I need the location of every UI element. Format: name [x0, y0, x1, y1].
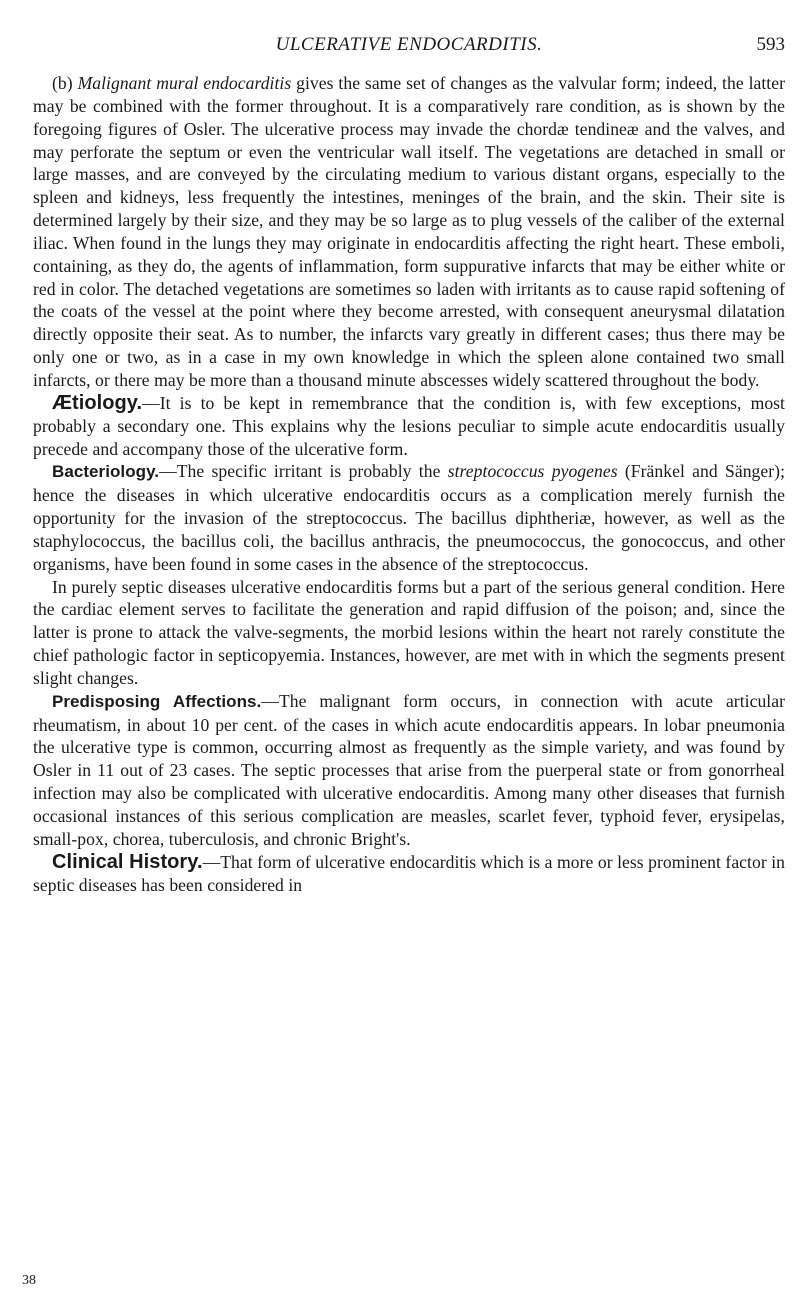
paragraph-predisposing: [33, 690, 785, 851]
running-title: ULCERATIVE ENDOCARDITIS.: [275, 34, 543, 55]
paragraph-text: —That form of ulcerative endocarditis which is a more or less prominent factor in septic diseases has been considered in: [33, 851, 785, 895]
subsection-label: (b): [52, 73, 73, 93]
paragraph-text: —The specific irritant is probably the: [159, 461, 448, 482]
paragraph-text: (Fränkel and Sänger); hence the diseases in which ulcerative endocarditis occurs as a complication merely furnish the opportunity for the invasion of the streptococcus. The bacillus diphtheriæ, however, as well as the staphylococcus, the bacillus coli, the bacillus anthracis, the pneumococcus, the gonococcus, and other organisms, have been found in some cases in the absence of the streptococcus.: [33, 461, 786, 574]
section-heading-aetiology: Ætiology.: [52, 391, 143, 414]
paragraph-aetiology: [33, 392, 785, 461]
paragraph-text: gives the same set of changes as the valvular form; indeed, the latter may be combined with the former throughout. It is a comparatively rare condition, as is shown by the foregoing figures of Osler. The ulcerative process may invade the chordæ tendineæ and the valves, and may perforate the septum or even the ventricular wall itself. The vegetations are detached in small or large masses, and are conveyed by the circulating medium to various distant organs, especially to the spleen and kidneys, less frequently the intestines, meninges of the brain, and the skin. Their site is determined largely by their size, and they may be so large as to plug vessels of the caliber of the external iliac. When found in the lungs they may originate in endocarditis affecting the right heart. These emboli, containing, as they do, the agents of inflammation, form suppurative infarcts that may be either white or red in color. The detached vegetations are sometimes so laden with irritants as to cause rapid softening of the coats of the vessel at the point where they become arrested, with consequent aneurysmal dilatation directly opposite their seat. As to number, the infarcts vary greatly in different cases; thus there may be only one or two, as in a case in my own knowledge in which the spleen alone contained two small infarcts, or there may be more than a thousand minute abscesses widely scattered throughout the body.: [33, 73, 786, 390]
section-heading-bacteriology: Bacteriology.: [52, 462, 160, 482]
paragraph-malignant-mural: [33, 72, 785, 392]
section-heading-predisposing: Predisposing Affections.: [52, 691, 262, 711]
paragraph-septic-diseases: [33, 576, 785, 690]
paragraph-bacteriology: [33, 460, 785, 575]
running-header: [33, 0, 785, 72]
paragraph-clinical-history: [33, 851, 785, 897]
subsection-title: Malignant mural endocarditis: [77, 73, 292, 93]
paragraph-text: —It is to be kept in remembrance that the condition is, with few exceptions, most probably a secondary one. This explains why the lesions peculiar to simple acute endocarditis usually precede and accompany those of the ulcerative form.: [33, 392, 785, 459]
body-text: [33, 72, 785, 896]
paragraph-text: —The malignant form occurs, in connection with acute articular rheumatism, in about 10 per cent. of the cases in which acute endocarditis appears. In lobar pneumonia the ulcerative type is common, occurring almost as frequently as the simple variety, and was found by Osler in 11 out of 23 cases. The septic processes that arise from the puerperal state or from gonorrheal infection may also be complicated with ulcerative endocarditis. Among many other diseases that furnish occasional instances of this serious complication are measles, scarlet fever, typhoid fever, erysipelas, small-pox, chorea, tuberculosis, and chronic Bright's.: [33, 690, 785, 849]
document-page: [33, 0, 785, 896]
page-number: 593: [756, 34, 785, 55]
paragraph-text: In purely septic diseases ulcerative endocarditis forms but a part of the serious general condition. Here the cardiac element serves to facilitate the generation and rapid diffusion of the poison; and, since the latter is prone to attack the valve-segments, the morbid lesions within the heart not rarely constitute the chief pathologic factor in septicopyemia. Instances, however, are met with in which the segments present slight changes.: [33, 576, 785, 688]
section-heading-clinical-history: Clinical History.: [52, 850, 203, 873]
species-name: streptococcus pyogenes: [447, 461, 618, 482]
signature-mark: 38: [22, 1273, 36, 1288]
